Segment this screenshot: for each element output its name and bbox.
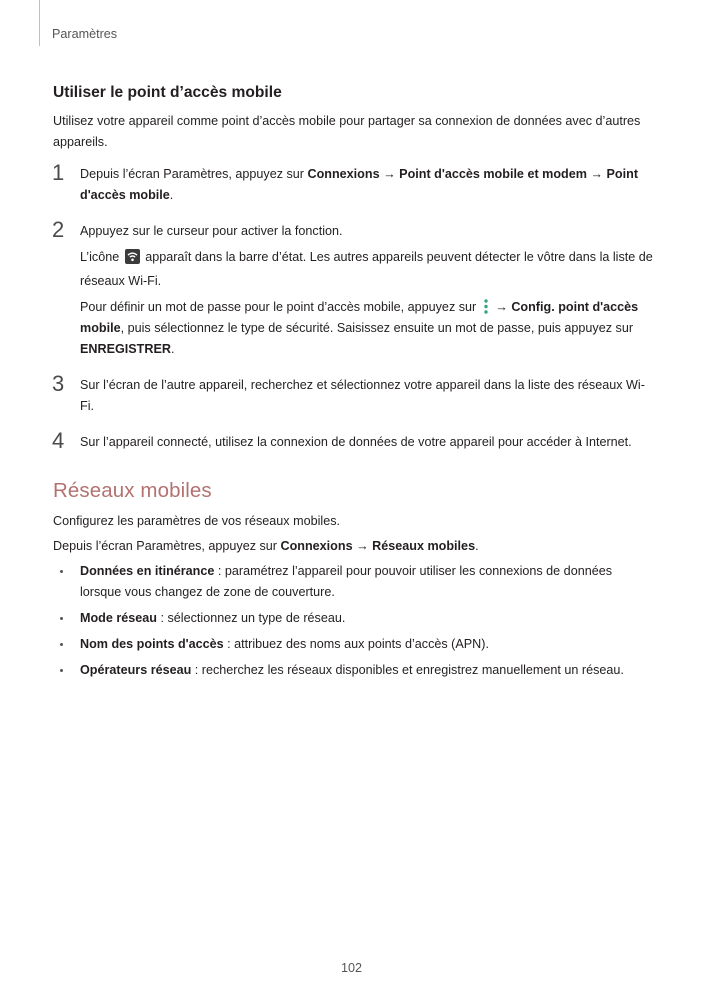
step-4 (52, 428, 653, 453)
list-item: Opérateurs réseau : recherchez les réseaux disponibles et enregistrez manuellement un réseau. (53, 660, 653, 681)
step-2-password-note: Pour définir un mot de passe pour le point d’accès mobile, appuyez sur → Config. point d'accès mobile, puis sélectionnez le type de sécurité. Saisissez ensuite un mot de passe, puis appuyez sur ENREGISTRER. (80, 300, 639, 356)
step-4-text: Sur l’appareil connecté, utilisez la connexion de données de votre appareil pour accéder à Internet. (80, 435, 632, 449)
mobile-networks-intro: Configurez les paramètres de vos réseaux mobiles. (53, 514, 340, 528)
menu-mobile-networks: Réseaux mobiles (372, 539, 476, 553)
step-number: 1 (52, 160, 65, 185)
option-term: Nom des points d'accès (80, 637, 224, 651)
step-3-text: Sur l’écran de l’autre appareil, recherchez et sélectionnez votre appareil dans la liste des réseaux Wi-Fi. (80, 378, 645, 413)
step-2-icon-note: L’icône apparaît dans la barre d’état. Les autres appareils peuvent détecter le vôtre dans la liste de réseaux Wi-Fi. (80, 250, 653, 288)
step-number: 4 (52, 428, 65, 453)
hotspot-status-icon (125, 249, 140, 271)
mobile-networks-options (53, 561, 653, 681)
menu-hotspot-modem: Point d'accès mobile et modem (399, 167, 587, 181)
running-head: Paramètres (52, 27, 118, 41)
mobile-networks-title: Réseaux mobiles (53, 479, 212, 502)
list-item: Données en itinérance : paramétrez l’appareil pour pouvoir utiliser les connexions de données lorsque vous changez de zone de couverture. (53, 561, 653, 603)
step-1-text: Depuis l’écran Paramètres, appuyez sur Connexions → Point d'accès mobile et modem → Point d'accès mobile. (80, 167, 639, 202)
menu-hotspot: Point d'accès mobile (80, 167, 639, 202)
step-number: 2 (52, 217, 65, 242)
hotspot-intro: Utilisez votre appareil comme point d’accès mobile pour partager sa connexion de données avec d’autres appareils. (53, 114, 641, 149)
step-1 (52, 160, 653, 206)
menu-hotspot-config: Config. point d'accès mobile (80, 300, 639, 335)
mobile-networks-path: Depuis l’écran Paramètres, appuyez sur Connexions → Réseaux mobiles. (53, 539, 479, 553)
step-2 (52, 217, 653, 360)
menu-connexions: Connexions (307, 167, 380, 181)
header-rule (39, 0, 40, 46)
list-item: Mode réseau : sélectionnez un type de réseau. (53, 608, 653, 629)
option-term: Mode réseau (80, 611, 157, 625)
hotspot-section-title: Utiliser le point d’accès mobile (53, 84, 282, 101)
more-options-icon (482, 298, 490, 315)
step-number: 3 (52, 371, 65, 396)
page-number: 102 (340, 961, 362, 975)
menu-save: ENREGISTRER (80, 342, 171, 356)
step-3 (52, 371, 653, 417)
page-content (53, 84, 653, 686)
option-term: Opérateurs réseau (80, 663, 192, 677)
list-item: Nom des points d'accès : attribuez des noms aux points d’accès (APN). (53, 634, 653, 655)
step-2-text: Appuyez sur le curseur pour activer la fonction. (80, 224, 343, 238)
option-term: Données en itinérance (80, 564, 215, 578)
menu-connexions: Connexions (280, 539, 353, 553)
